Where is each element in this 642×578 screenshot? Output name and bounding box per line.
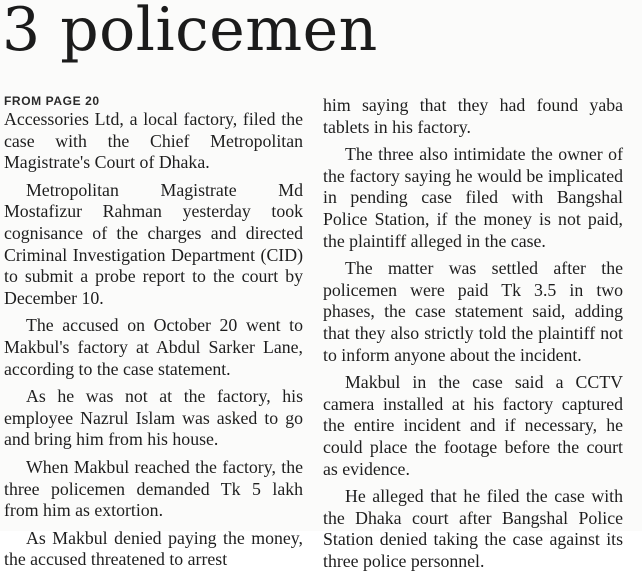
paragraph: Metropolitan Magistrate Md Mostafizur Rahman yesterday took cognisance of the charges and directed Criminal Investigation Department (CID) to submit a probe report to the court by December 10.: [4, 179, 303, 308]
paragraph: He alleged that he filed the case with the Dhaka court after Bangshal Police Station denied taking the case against its three police personnel.: [323, 486, 623, 571]
paragraph: Accessories Ltd, a local factory, filed the case with the Chief Metropolitan Magistrate's Court of Dhaka.: [4, 109, 303, 173]
paragraph: The matter was settled after the policemen were paid Tk 3.5 in two phases, the case statement said, adding that they also strictly told the plaintiff not to inform anyone about the incident.: [323, 258, 623, 365]
paragraph: As Makbul denied paying the money, the accused threatened to arrest: [4, 527, 303, 570]
left-column: [4, 94, 303, 577]
paragraph: The accused on October 20 went to Makbul's factory at Abdul Sarker Lane, according to the case statement.: [4, 315, 303, 379]
paragraph: As he was not at the factory, his employee Nazrul Islam was asked to go and bring him from his house.: [4, 386, 303, 450]
paragraph: The three also intimidate the owner of the factory saying he would be implicated in pending case filed with Bangshal Police Station, if the money is not paid, the plaintiff alleged in the case.: [323, 144, 623, 251]
paragraph: him saying that they had found yaba tablets in his factory.: [323, 95, 623, 137]
continuation-label: FROM PAGE 20: [4, 94, 100, 108]
paragraph: When Makbul reached the factory, the three policemen demanded Tk 5 lakh from him as extortion.: [4, 456, 303, 521]
right-column: [323, 95, 623, 578]
paragraph: Makbul in the case said a CCTV camera installed at his factory captured the entire incident and if necessary, he could place the footage before the court as evidence.: [323, 372, 623, 479]
headline: 3 policemen: [2, 0, 378, 65]
